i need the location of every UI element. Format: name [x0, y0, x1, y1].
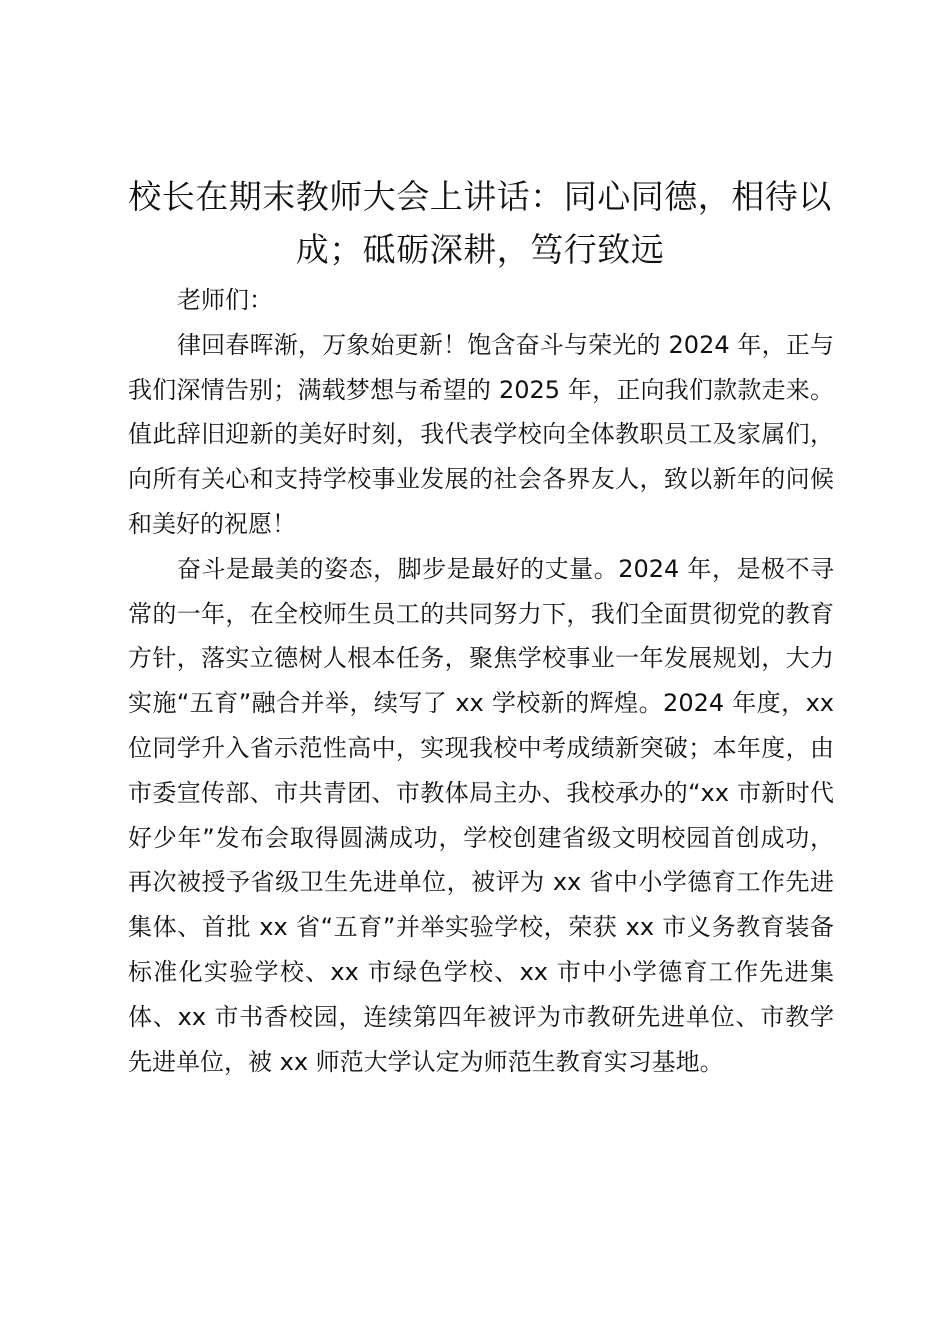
paragraph-greeting: 律回春晖渐，万象始更新！饱含奋斗与荣光的 2024 年，正与我们深情告别；满载梦想与希望的 2025 年，正向我们款款走来。值此辞旧迎新的美好时刻，我代表学校向全体教职员工及家属们，向所有关心和支持学校事业发展的社会各界友人，致以新年的问候和美好的祝愿！ [128, 330, 834, 538]
document-title: 校长在期末教师大会上讲话：同心同德，相待以成；砥砺深耕，笃行致远 [128, 177, 832, 269]
salutation: 老师们： [177, 286, 273, 314]
paragraph-achievements: 奋斗是最美的姿态，脚步是最好的丈量。2024 年，是极不寻常的一年，在全校师生员工的共同努力下，我们全面贯彻党的教育方针，落实立德树人根本任务，聚焦学校事业一年发展规划，大力实施“五育”融合并举，续写了 xx 学校新的辉煌。2024 年度，xx 位同学升入省示范性高中，实现我校中考成绩新突破；本年度，由市委宣传部、市共青团、市教体局主办、我校承办的“xx 市新时代好少年”发布会取得圆满成功，学校创建省级文明校园首创成功，再次被授予省级卫生先进单位，被评为 xx 省中小学德育工作先进集体、首批 xx 省“五育”并举实验学校，荣获 xx 市义务教育装备标准化实验学校、xx 市绿色学校、xx 市中小学德育工作先进集体、xx 市书香校园，连续第四年被评为市教研先进单位、市教学先进单位，被 xx 师范大学认定为师范生教育实习基地。 [128, 554, 834, 1076]
document-body [128, 278, 834, 1084]
